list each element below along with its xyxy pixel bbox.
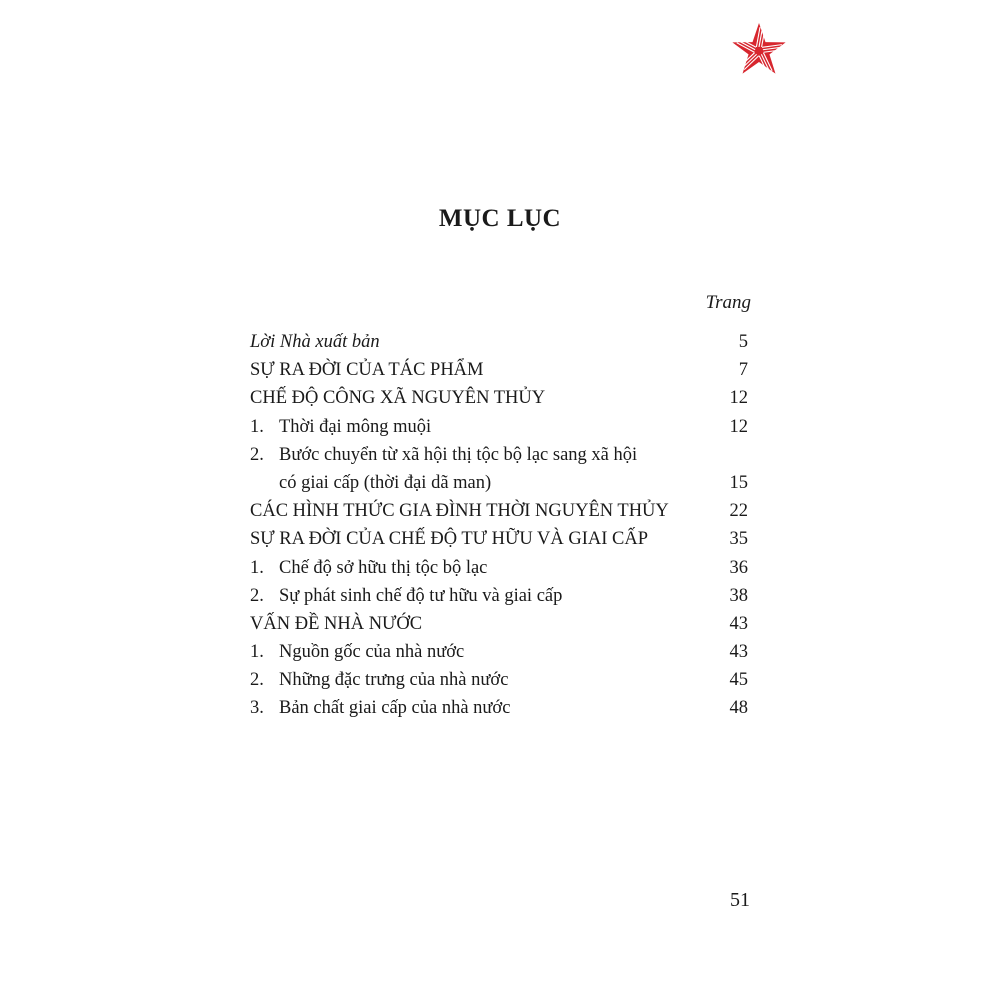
toc-entry-page: 36 bbox=[729, 557, 748, 578]
toc-entry bbox=[250, 525, 750, 553]
toc-entry-label bbox=[250, 525, 688, 553]
toc-entry bbox=[250, 469, 750, 497]
toc-entry-number: 3. bbox=[250, 698, 264, 719]
toc-entry-label bbox=[250, 582, 688, 610]
toc-entry bbox=[250, 638, 750, 666]
toc-entry bbox=[250, 610, 750, 638]
toc-entry-page: 7 bbox=[738, 360, 748, 381]
toc-entry-label bbox=[250, 328, 688, 356]
toc-entry-number: 2. bbox=[250, 585, 264, 606]
toc-entry bbox=[250, 554, 750, 582]
toc-entry-label bbox=[250, 610, 688, 638]
page-column-label: Trang bbox=[705, 292, 751, 313]
toc-entry-page: 38 bbox=[729, 585, 748, 606]
toc-entry-label bbox=[250, 694, 688, 722]
toc-entry-page: 45 bbox=[729, 670, 748, 691]
toc-entry-number: 1. bbox=[250, 557, 264, 578]
toc-entry bbox=[250, 666, 750, 694]
toc-entry-label bbox=[250, 497, 688, 525]
toc-entry-text: SỰ RA ĐỜI CỦA TÁC PHẨM bbox=[250, 360, 484, 381]
toc-entry-text: CÁC HÌNH THỨC GIA ĐÌNH THỜI NGUYÊN THỦY bbox=[250, 501, 669, 522]
toc-entry bbox=[250, 582, 750, 610]
toc-entry-page: 43 bbox=[729, 613, 748, 634]
toc-entry-number: 2. bbox=[250, 444, 264, 465]
toc-entry-text: Bước chuyển từ xã hội thị tộc bộ lạc sang xã hội bbox=[279, 444, 638, 465]
toc-entry-text: Chế độ sở hữu thị tộc bộ lạc bbox=[279, 557, 488, 578]
toc-entry-text: Thời đại mông muội bbox=[279, 416, 432, 437]
toc-entry-text: Bản chất giai cấp của nhà nước bbox=[279, 698, 511, 719]
page-number: 51 bbox=[730, 889, 750, 911]
toc-entry-page: 12 bbox=[729, 416, 748, 437]
toc-entry-label bbox=[250, 666, 688, 694]
toc-entry bbox=[250, 694, 750, 722]
toc-entry-text: CHẾ ĐỘ CÔNG XÃ NGUYÊN THỦY bbox=[250, 388, 546, 409]
toc-entry-number: 1. bbox=[250, 416, 264, 437]
toc-entry-text: Những đặc trưng của nhà nước bbox=[279, 670, 509, 691]
toc-entry-label bbox=[250, 384, 688, 412]
toc-entry-text: có giai cấp (thời đại dã man) bbox=[279, 472, 492, 493]
toc-entry-label bbox=[250, 441, 688, 469]
toc-entry-page: 35 bbox=[729, 529, 748, 550]
toc-entry-label bbox=[250, 638, 688, 666]
toc-entry-label bbox=[250, 413, 688, 441]
toc-entry-text: Sự phát sinh chế độ tư hữu và giai cấp bbox=[279, 585, 563, 606]
toc-entry-label bbox=[250, 469, 688, 497]
toc-entry-text: Lời Nhà xuất bản bbox=[250, 332, 380, 352]
toc-entry-label bbox=[250, 356, 688, 384]
toc-entry bbox=[250, 328, 750, 356]
toc-entry-text: VẤN ĐỀ NHÀ NƯỚC bbox=[250, 613, 423, 634]
toc-entry-label bbox=[250, 554, 688, 582]
toc-entry bbox=[250, 413, 750, 441]
toc-entry bbox=[250, 441, 750, 469]
toc-entry-page: 12 bbox=[729, 388, 748, 409]
publisher-star-logo-icon bbox=[729, 22, 789, 80]
page-title: MỤC LỤC bbox=[438, 205, 562, 232]
table-of-contents bbox=[250, 328, 750, 723]
toc-entry bbox=[250, 497, 750, 525]
toc-entry-number: 1. bbox=[250, 642, 264, 663]
toc-entry-page: 5 bbox=[738, 332, 748, 352]
toc-entry-page: 48 bbox=[729, 698, 748, 719]
toc-entry-page: 43 bbox=[729, 642, 748, 663]
toc-entry bbox=[250, 356, 750, 384]
toc-entry-text: Nguồn gốc của nhà nước bbox=[279, 642, 465, 663]
toc-entry-page: 22 bbox=[729, 501, 748, 522]
toc-entry-number: 2. bbox=[250, 670, 264, 691]
toc-entry bbox=[250, 384, 750, 412]
toc-entry-text: SỰ RA ĐỜI CỦA CHẾ ĐỘ TƯ HỮU VÀ GIAI CẤP bbox=[250, 529, 649, 550]
toc-entry-page: 15 bbox=[729, 472, 748, 493]
